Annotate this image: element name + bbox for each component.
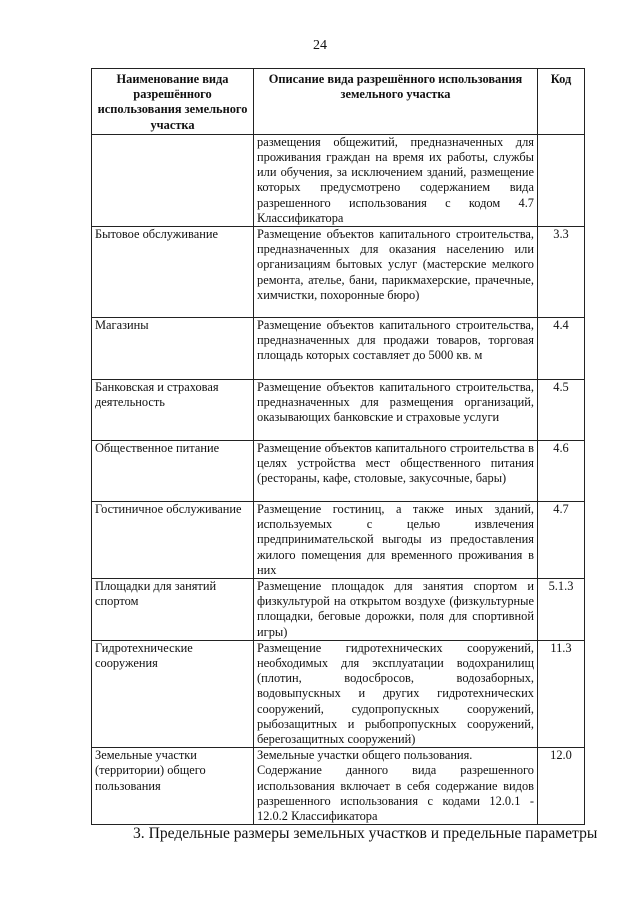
row-name: Гостиничное обслуживание (92, 502, 254, 579)
header-description: Описание вида разрешённого использования земельного участка (254, 69, 538, 135)
table-row (92, 227, 585, 318)
table-row (92, 502, 585, 579)
row-name: Бытовое обслуживание (92, 227, 254, 318)
row-code: 12.0 (538, 748, 585, 825)
table-row (92, 441, 585, 502)
table-row (92, 380, 585, 441)
table-row (92, 318, 585, 380)
table-row (92, 579, 585, 641)
row-code: 4.6 (538, 441, 585, 502)
description-line: Земельные участки общего пользования. (257, 748, 473, 763)
description-line: Содержание данного вида разрешенного использования включает в себя содержание видов разрешенного использования с кодами 12.0.1 - 12.0.2 Классификатора (257, 763, 534, 824)
row-name: Банковская и страховая деятельность (92, 380, 254, 441)
row-description: Размещение площадок для занятия спортом и физкультурой на открытом воздухе (физкультурные площадки, беговые дорожки, поля для спортивной игры) (254, 579, 538, 641)
row-code (538, 134, 585, 226)
row-description (254, 748, 538, 825)
row-code: 3.3 (538, 227, 585, 318)
table-row (92, 748, 585, 825)
row-description: Размещение гидротехнических сооружений, необходимых для эксплуатации водохранилищ (плотин, водосбросов, водозаборных, водовыпускных и других гидротехнических сооружений, судопропускных сооружений, рыбозащитных и рыбопропускных сооружений, берегозащитных сооружений) (254, 640, 538, 747)
row-code: 4.4 (538, 318, 585, 380)
page-number: 24 (313, 38, 327, 53)
row-code: 11.3 (538, 640, 585, 747)
land-use-table (91, 68, 585, 825)
row-description: размещения общежитий, предназначенных для проживания граждан на время их работы, службы или обучения, за исключением зданий, размещение которых предусмотрено содержанием вида разрешенного использования с кодом 4.7 Классификатора (254, 134, 538, 226)
row-description: Размещение объектов капитального строительства в целях устройства мест общественного питания (рестораны, кафе, столовые, закусочные, бары) (254, 441, 538, 502)
row-name: Площадки для занятий спортом (92, 579, 254, 641)
header-name: Наименование вида разрешённого использования земельного участка (92, 69, 254, 135)
row-code: 5.1.3 (538, 579, 585, 641)
section-text: 3. Предельные размеры земельных участков и предельные параметры (133, 825, 598, 842)
row-name: Земельные участки (территории) общего пользования (92, 748, 254, 825)
row-code: 4.7 (538, 502, 585, 579)
table-row (92, 134, 585, 226)
header-code: Код (538, 69, 585, 135)
row-description: Размещение объектов капитального строительства, предназначенных для оказания населению или организациям бытовых услуг (мастерские мелкого ремонта, ателье, бани, парикмахерские, прачечные, химчистки, похоронные бюро) (254, 227, 538, 318)
table-row (92, 640, 585, 747)
row-description: Размещение объектов капитального строительства, предназначенных для продажи товаров, торговая площадь которых составляет до 5000 кв. м (254, 318, 538, 380)
row-name: Общественное питание (92, 441, 254, 502)
row-name: Гидротехнические сооружения (92, 640, 254, 747)
row-description: Размещение гостиниц, а также иных зданий, используемых с целью извлечения предпринимательской выгоды из предоставления жилого помещения для временного проживания в них (254, 502, 538, 579)
table-header-row (92, 69, 585, 135)
row-description: Размещение объектов капитального строительства, предназначенных для размещения организаций, оказывающих банковские и страховые услуги (254, 380, 538, 441)
row-name (92, 134, 254, 226)
row-code: 4.5 (538, 380, 585, 441)
row-name: Магазины (92, 318, 254, 380)
